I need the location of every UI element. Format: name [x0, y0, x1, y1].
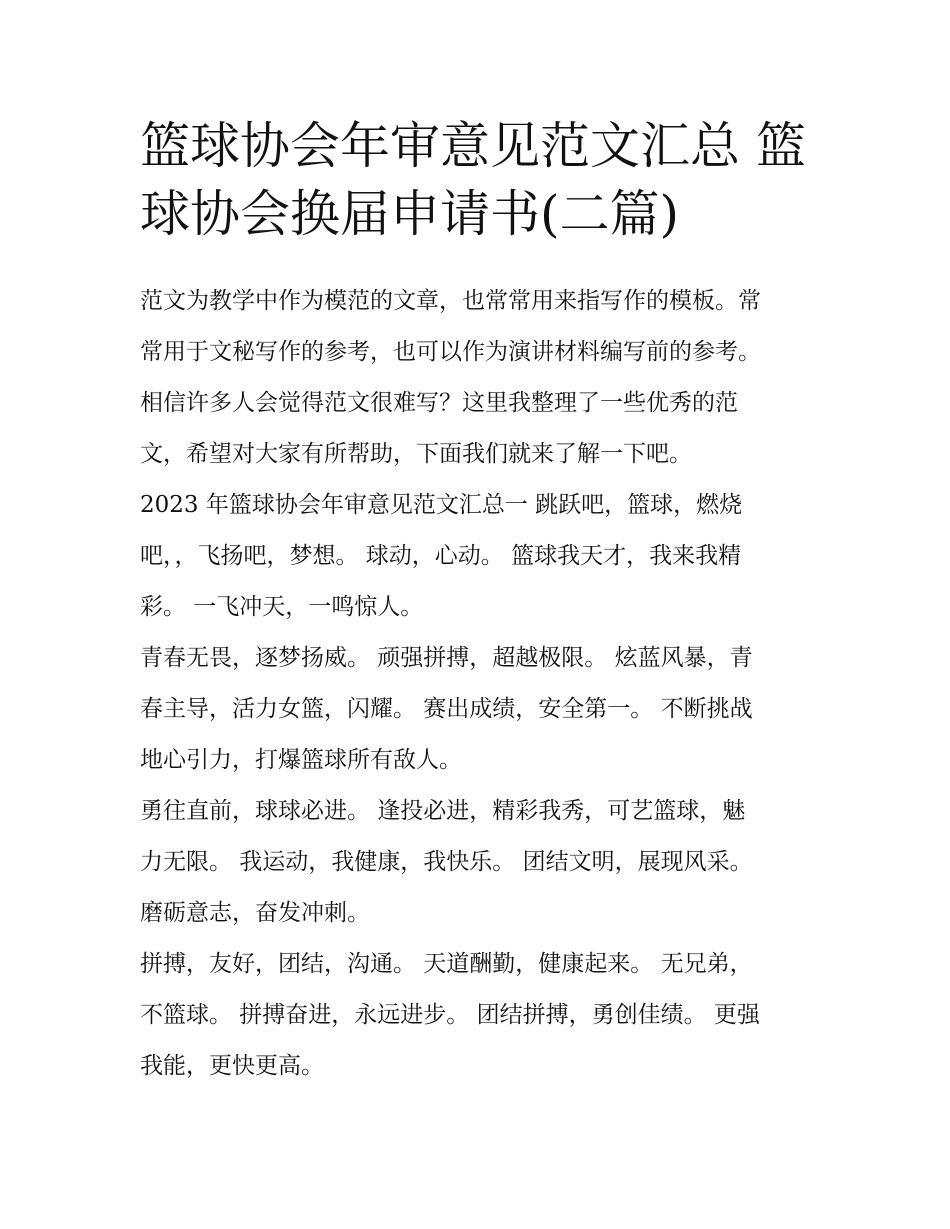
paragraph-slogans-3	[140, 786, 830, 939]
paragraph-slogans-1	[140, 480, 830, 633]
paragraph-intro	[140, 276, 830, 480]
paragraph-line: 文，希望对大家有所帮助，下面我们就来了解一下吧。	[140, 441, 692, 467]
title-line-1: 篮球协会年审意见范文汇总 篮	[140, 117, 806, 175]
paragraph-line: 2023 年篮球协会年审意见范文汇总一 跳跃吧，篮球，燃烧	[140, 492, 743, 518]
document-body	[140, 276, 830, 1092]
paragraph-line: 磨砺意志，奋发冲刺。	[140, 900, 370, 926]
title-line-2: 球协会换届申请书(二篇)	[140, 185, 680, 243]
paragraph-line: 青春无畏，逐梦扬威。 顽强拼搏，超越极限。 炫蓝风暴，青	[140, 645, 753, 671]
paragraph-line: 力无限。 我运动，我健康，我快乐。 团结文明，展现风采。	[140, 849, 753, 875]
paragraph-line: 彩。 一飞冲天，一鸣惊人。	[140, 594, 424, 620]
paragraph-slogans-2	[140, 633, 830, 786]
paragraph-line: 范文为教学中作为模范的文章，也常常用来指写作的模板。常	[140, 288, 761, 314]
paragraph-line: 相信许多人会觉得范文很难写？这里我整理了一些优秀的范	[140, 390, 738, 416]
paragraph-line: 不篮球。 拼搏奋进，永远进步。 团结拼搏，勇创佳绩。 更强	[140, 1002, 760, 1028]
paragraph-line: 我能，更快更高。	[140, 1053, 324, 1079]
paragraph-line: 春主导，活力女篮，闪耀。 赛出成绩，安全第一。 不断挑战	[140, 696, 753, 722]
paragraph-line: 吧，，飞扬吧，梦想。 球动，心动。 篮球我天才，我来我精	[140, 543, 742, 569]
paragraph-line: 地心引力，打爆篮球所有敌人。	[140, 747, 462, 773]
paragraph-line: 拼搏，友好，团结，沟通。 天道酬勤，健康起来。 无兄弟，	[140, 951, 753, 977]
paragraph-line: 勇往直前，球球必进。 逢投必进，精彩我秀，可艺篮球，魅	[140, 798, 746, 824]
paragraph-slogans-4	[140, 939, 830, 1092]
paragraph-line: 常用于文秘写作的参考，也可以作为演讲材料编写前的参考。	[140, 339, 761, 365]
document-title	[140, 112, 820, 248]
